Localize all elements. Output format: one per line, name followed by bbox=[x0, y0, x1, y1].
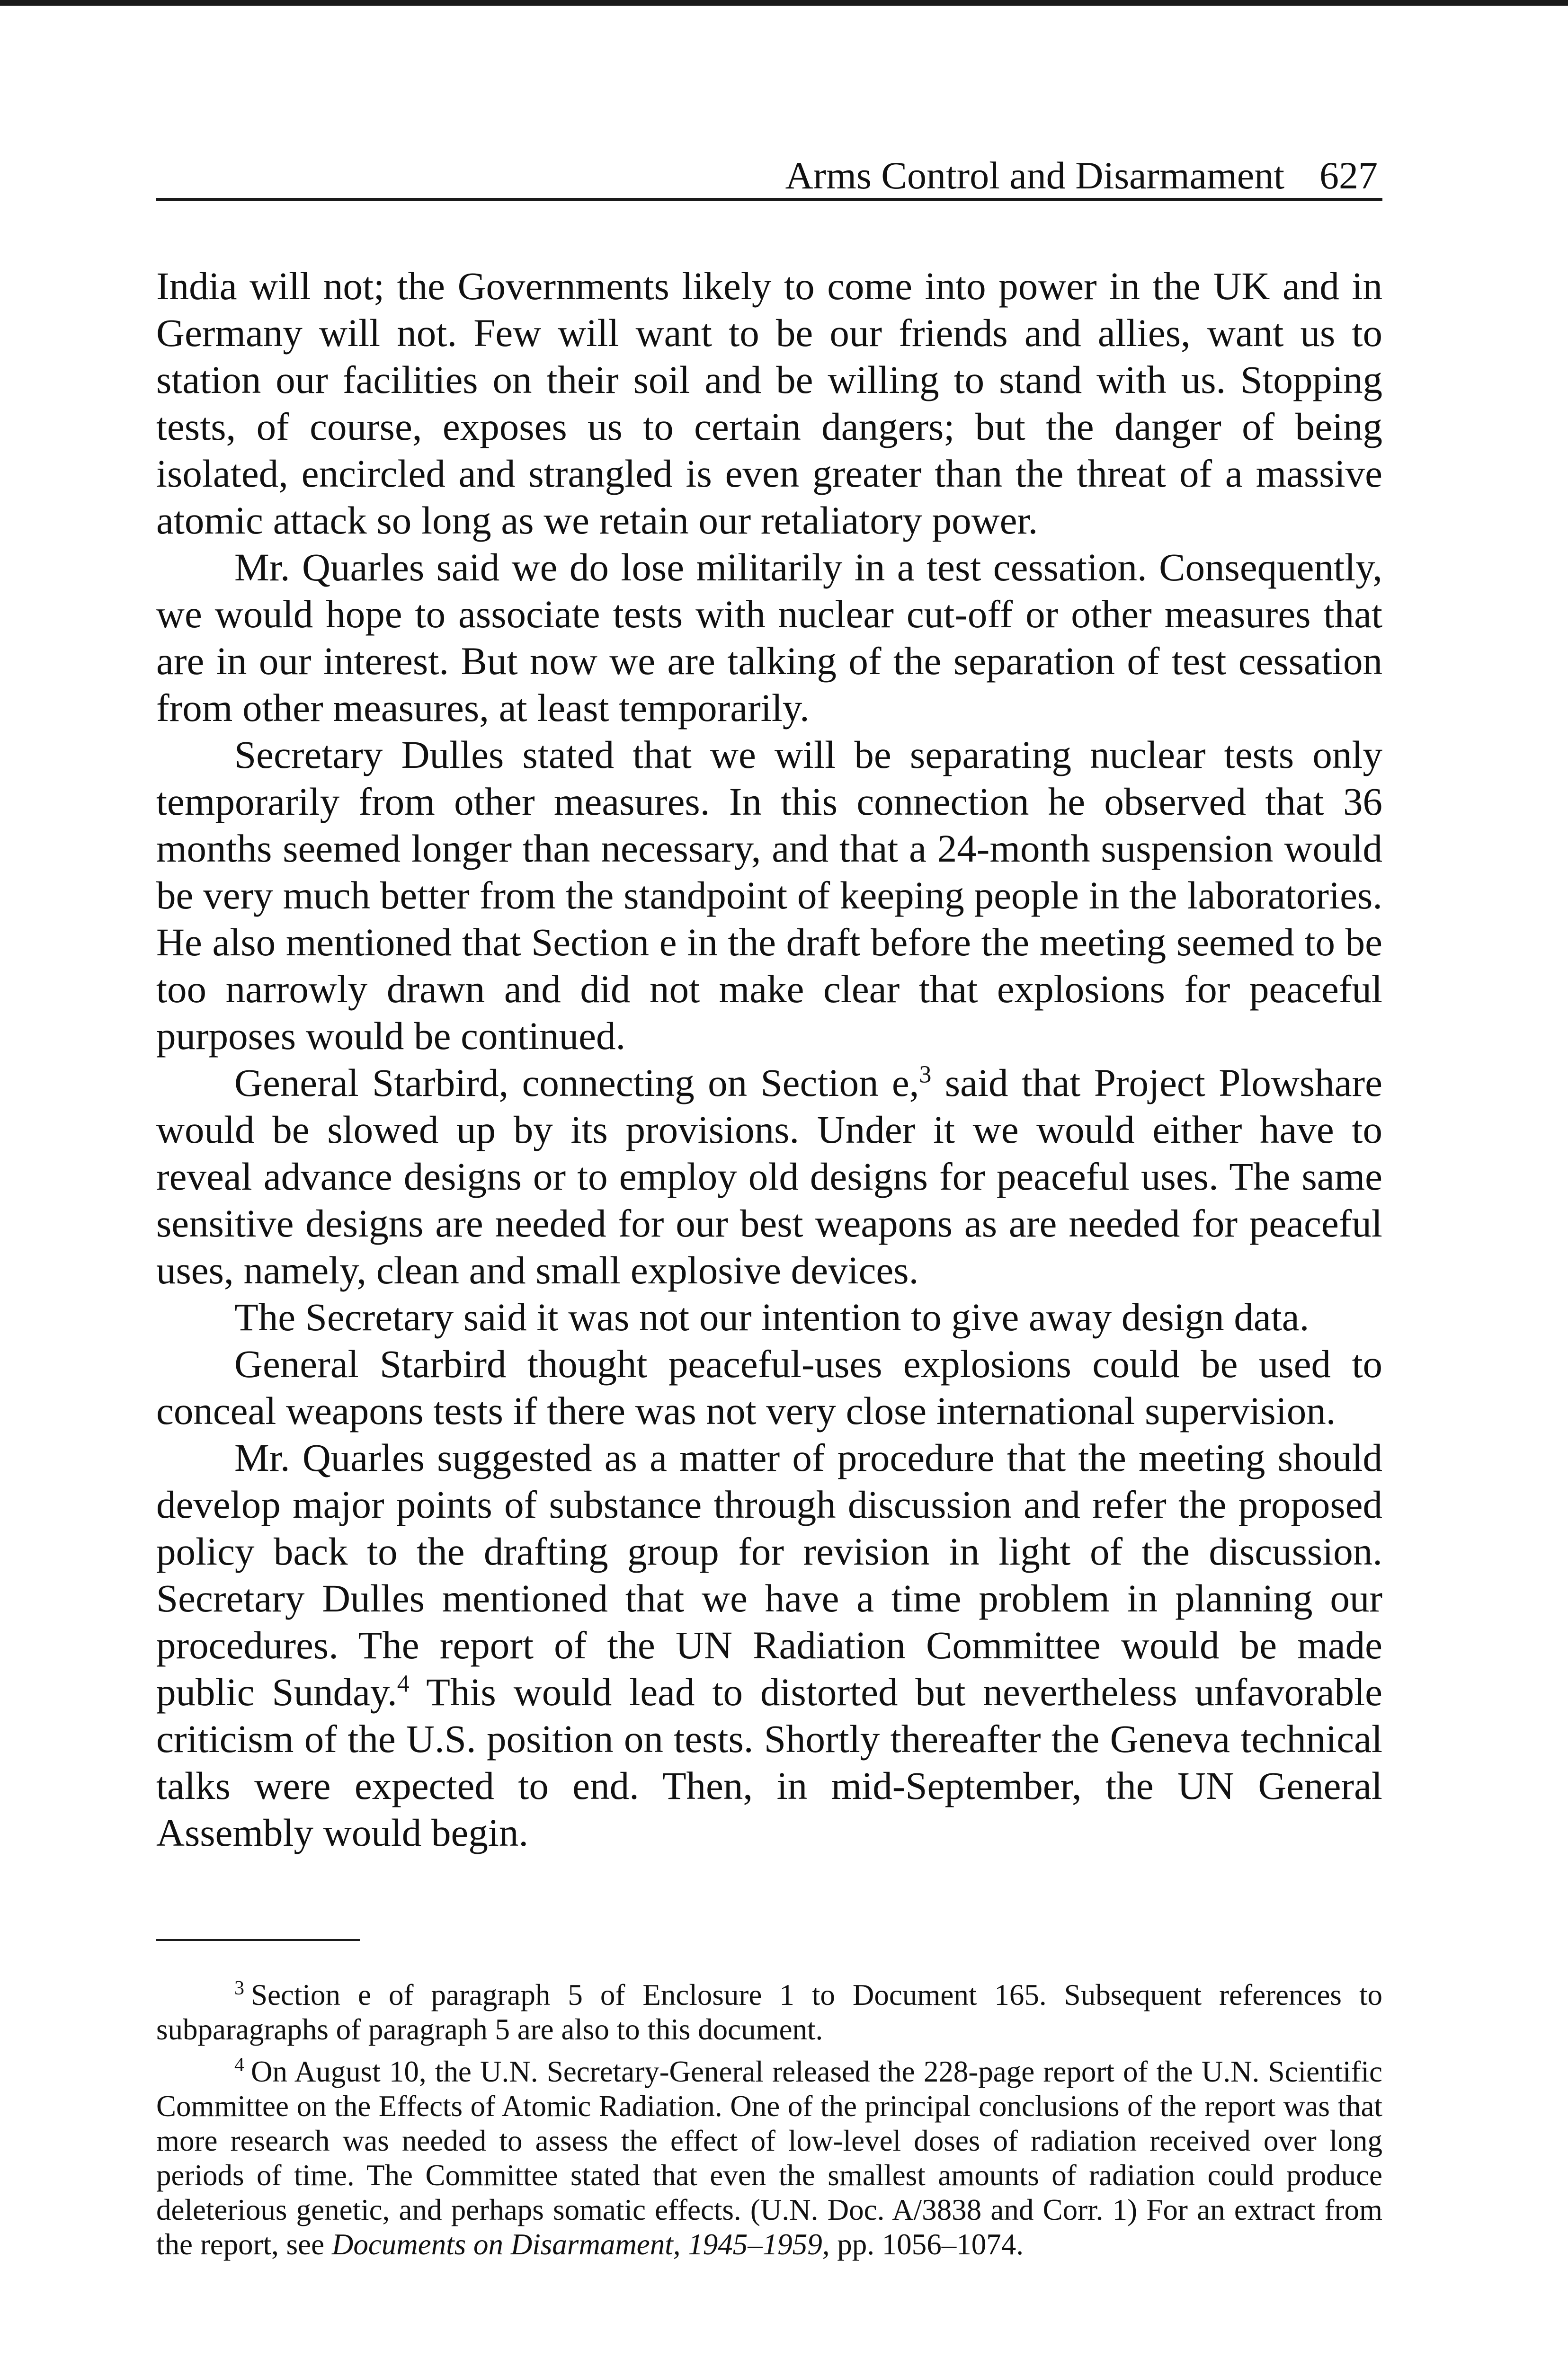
scan-top-edge bbox=[0, 0, 1568, 6]
paragraph-4 bbox=[156, 1059, 1382, 1294]
footnote-3 bbox=[156, 1978, 1382, 2047]
footnote-divider bbox=[156, 1939, 360, 1941]
paragraph-7-text-b: This would lead to distorted but nevertheless unfavorable criticism of the U.S. position on tests. Shortly thereafter the Geneva technical talks were expected to end. Then, in mid-September, the UN General Assembly would begin. bbox=[156, 1670, 1382, 1854]
paragraph-7 bbox=[156, 1434, 1382, 1856]
paragraph-4-text-a: General Starbird, connecting on Section e, bbox=[234, 1061, 919, 1104]
header-inner bbox=[785, 156, 1378, 195]
paragraph-3: Secretary Dulles stated that we will be separating nuclear tests only temporarily from other measures. In this connection he observed that 36 months seemed longer than necessary, and that a 24-month suspension would be very much better from the standpoint of keeping people in the laboratories. He also mentioned that Section e in the draft before the meeting seemed to be too narrowly drawn and did not make clear that explosions for peaceful purposes would be continued. bbox=[156, 733, 1382, 1058]
paragraph-6: General Starbird thought peaceful-uses explosions could be used to conceal weapons tests if there was not very close international supervision. bbox=[156, 1342, 1382, 1433]
footnote-ref-3: 3 bbox=[919, 1061, 932, 1088]
footnote-4-mark: 4 bbox=[234, 2054, 244, 2076]
footnote-4 bbox=[156, 2055, 1382, 2262]
running-header bbox=[156, 142, 1382, 201]
paragraph-7-text-a: Mr. Quarles suggested as a matter of procedure that the meeting should develop major points of substance through discussion and refer the proposed policy back to the drafting group for revision in light of the discussion. Secretary Dulles mentioned that we have a time problem in planning our procedures. The report of the UN Radiation Committee would be made public Sunday. bbox=[156, 1436, 1382, 1714]
paragraph-1: India will not; the Governments likely to come into power in the UK and in Germany will not. Few will want to be our friends and allies, want us to station our facilities on their soil and be willing to stand with us. Stopping tests, of course, exposes us to certain dangers; but the danger of being isolated, encircled and strangled is even greater than the threat of a massive atomic attack so long as we retain our retaliatory power. bbox=[156, 264, 1382, 542]
paragraph-2: Mr. Quarles said we do lose militarily in a test cessation. Consequently, we would hope to associate tests with nuclear cut-off or other measures that are in our interest. But now we are talking of the separation of test cessation from other measures, at least temporarily. bbox=[156, 545, 1382, 730]
paragraph-4-text-b: said that Project Plowshare would be slowed up by its provisions. Under it we would either have to reveal advance designs or to employ old designs for peaceful uses. The same sensitive designs are needed for our best weapons as are needed for peaceful uses, namely, clean and small explosive devices. bbox=[156, 1061, 1382, 1292]
footnotes bbox=[156, 1978, 1382, 2262]
footnote-3-mark: 3 bbox=[234, 1977, 244, 1999]
footnote-4-pages: pp. 1056–1074. bbox=[829, 2228, 1024, 2261]
running-title: Arms Control and Disarmament bbox=[785, 154, 1284, 197]
footnote-ref-4: 4 bbox=[397, 1670, 410, 1698]
footnote-4-citation: Documents on Disarmament, 1945–1959, bbox=[331, 2228, 830, 2261]
page-number: 627 bbox=[1319, 154, 1378, 197]
document-page bbox=[156, 142, 1382, 2269]
paragraph-5: The Secretary said it was not our intention to give away design data. bbox=[234, 1295, 1310, 1339]
footnote-4-text: On August 10, the U.N. Secretary-General released the 228-page report of the U.N. Scientific Committee on the Effects of Atomic Radiation. One of the principal conclusions of the report was that more research was needed to assess the effect of low-level doses of radiation received over long periods of time. The Committee stated that even the smallest amounts of radiation could produce deleterious genetic, and perhaps somatic effects. (U.N. Doc. A/3838 and Corr. 1) For an extract from the report, see bbox=[156, 2055, 1382, 2261]
footnote-3-text: Section e of paragraph 5 of Enclosure 1 to Document 165. Subsequent references to subparagraphs of paragraph 5 are also to this document. bbox=[156, 1978, 1382, 2046]
body-text bbox=[156, 263, 1382, 1856]
